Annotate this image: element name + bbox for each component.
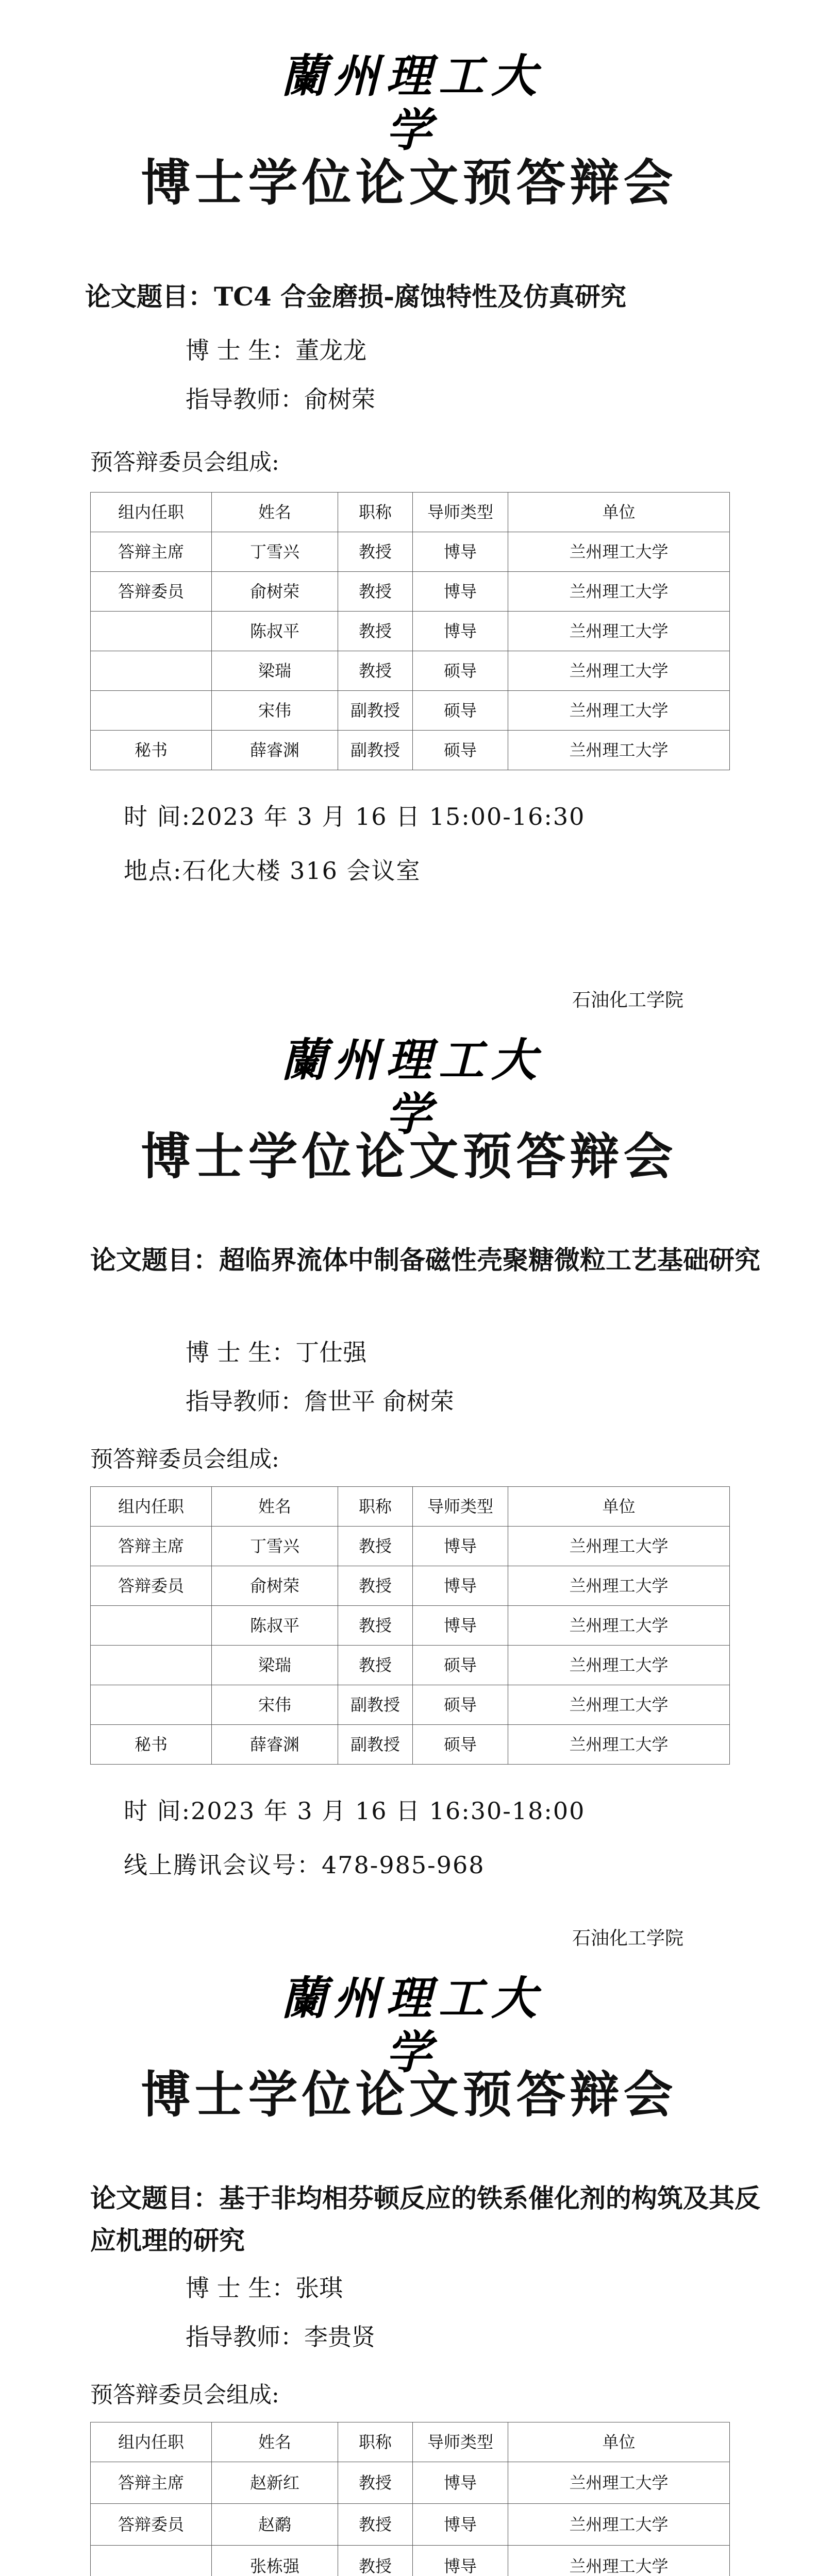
committee-title: 预答辩委员会组成:	[90, 449, 279, 476]
cell: 博导	[413, 612, 508, 651]
table-row	[91, 651, 730, 691]
place-label: 地点:	[124, 857, 182, 885]
cell: 博导	[413, 572, 508, 612]
cell: 兰州理工大学	[508, 532, 730, 572]
cell: 秘书	[91, 731, 212, 770]
student-name: 董龙龙	[295, 336, 367, 364]
topic-label: 论文题目：	[85, 281, 214, 312]
student-label: 博 士 生：	[186, 1338, 296, 1366]
student-name: 丁仕强	[295, 1338, 367, 1366]
cell: 兰州理工大学	[508, 612, 730, 651]
place-line	[124, 855, 421, 886]
cell: 秘书	[91, 1725, 212, 1765]
topic-text: TC4 合金磨损-腐蚀特性及仿真研究	[214, 281, 626, 312]
cell: 博导	[413, 1606, 508, 1646]
cell: 宋伟	[212, 691, 338, 731]
cell: 教授	[338, 2462, 413, 2504]
table-row	[91, 1685, 730, 1725]
table-row	[91, 1566, 730, 1606]
table-row	[91, 2546, 730, 2576]
student-line	[186, 1337, 366, 1368]
cell: 教授	[338, 1566, 413, 1606]
header-affiliation: 单位	[508, 2422, 730, 2462]
table-header-row	[91, 1487, 730, 1527]
cell: 教授	[338, 1606, 413, 1646]
cell: 陈叔平	[212, 1606, 338, 1646]
thesis-topic	[85, 276, 755, 318]
cell: 教授	[338, 572, 413, 612]
advisor-label: 指导教师：	[186, 1387, 304, 1415]
cell	[91, 1685, 212, 1725]
cell: 宋伟	[212, 1685, 338, 1725]
place-value: 石化大楼 316 会议室	[182, 857, 421, 885]
university-logo: 蘭州理工大学	[280, 1971, 544, 2079]
cell: 答辩主席	[91, 532, 212, 572]
cell: 兰州理工大学	[508, 572, 730, 612]
cell: 硕导	[413, 691, 508, 731]
advisor-names: 俞树荣	[304, 385, 375, 413]
online-meeting-label: 线上腾讯会议号：	[124, 1851, 322, 1879]
header-role: 组内任职	[91, 493, 212, 532]
header-title: 职称	[338, 1487, 413, 1527]
committee-table	[90, 492, 730, 770]
cell: 兰州理工大学	[508, 691, 730, 731]
cell: 兰州理工大学	[508, 1646, 730, 1685]
cell: 博导	[413, 2504, 508, 2546]
cell: 硕导	[413, 1646, 508, 1685]
cell: 答辩主席	[91, 1527, 212, 1566]
time-line	[124, 1795, 585, 1826]
cell	[91, 1646, 212, 1685]
cell: 兰州理工大学	[508, 1566, 730, 1606]
table-row	[91, 612, 730, 651]
cell: 俞树荣	[212, 572, 338, 612]
cell: 张栋强	[212, 2546, 338, 2576]
topic-text: 超临界流体中制备磁性壳聚糖微粒工艺基础研究	[219, 1245, 760, 1275]
advisor-names: 詹世平 俞树荣	[304, 1387, 454, 1415]
header-title: 职称	[338, 493, 413, 532]
committee-table	[90, 2422, 730, 2576]
header-affiliation: 单位	[508, 493, 730, 532]
cell: 兰州理工大学	[508, 651, 730, 691]
cell: 副教授	[338, 1725, 413, 1765]
advisor-line	[186, 2321, 375, 2352]
table-row	[91, 1646, 730, 1685]
student-line	[186, 335, 366, 366]
school-name: 石油化工学院	[572, 1928, 684, 1949]
cell: 博导	[413, 1527, 508, 1566]
advisor-line	[186, 384, 375, 415]
cell: 硕导	[413, 731, 508, 770]
committee-title: 预答辩委员会组成:	[90, 1446, 279, 1472]
cell: 兰州理工大学	[508, 2504, 730, 2546]
cell	[91, 612, 212, 651]
header-supervisor-type: 导师类型	[413, 493, 508, 532]
cell: 丁雪兴	[212, 1527, 338, 1566]
cell: 兰州理工大学	[508, 2546, 730, 2576]
header-role: 组内任职	[91, 1487, 212, 1527]
cell: 薛睿渊	[212, 1725, 338, 1765]
cell: 教授	[338, 2504, 413, 2546]
table-row	[91, 1725, 730, 1765]
topic-text: 基于非均相芬顿反应的铁系催化剂的构筑及其反应机理的研究	[90, 2183, 760, 2256]
table-row	[91, 731, 730, 770]
header-role: 组内任职	[91, 2422, 212, 2462]
cell	[91, 1606, 212, 1646]
cell: 兰州理工大学	[508, 1606, 730, 1646]
table-row	[91, 1527, 730, 1566]
cell: 副教授	[338, 691, 413, 731]
cell: 答辩委员	[91, 572, 212, 612]
advisor-label: 指导教师：	[186, 385, 304, 413]
time-line	[124, 801, 585, 832]
cell	[91, 2546, 212, 2576]
cell: 赵新红	[212, 2462, 338, 2504]
table-row	[91, 1606, 730, 1646]
time-label: 时 间:	[124, 803, 191, 831]
online-meeting-line	[124, 1850, 485, 1880]
header-supervisor-type: 导师类型	[413, 2422, 508, 2462]
cell: 教授	[338, 612, 413, 651]
time-label: 时 间:	[124, 1797, 191, 1825]
thesis-topic	[90, 1239, 760, 1281]
header-name: 姓名	[212, 2422, 338, 2462]
cell: 兰州理工大学	[508, 1685, 730, 1725]
header-supervisor-type: 导师类型	[413, 1487, 508, 1527]
cell: 兰州理工大学	[508, 1725, 730, 1765]
cell: 博导	[413, 532, 508, 572]
committee-title: 预答辩委员会组成:	[90, 2382, 279, 2408]
advisor-line	[186, 1386, 454, 1417]
student-name: 张琪	[295, 2274, 343, 2302]
thesis-topic	[90, 2177, 760, 2262]
header-name: 姓名	[212, 1487, 338, 1527]
cell	[91, 651, 212, 691]
time-value: 2023 年 3 月 16 日 16:30-18:00	[191, 1797, 586, 1825]
table-header-row	[91, 2422, 730, 2462]
header-title: 职称	[338, 2422, 413, 2462]
header-affiliation: 单位	[508, 1487, 730, 1527]
cell: 硕导	[413, 651, 508, 691]
table-row	[91, 572, 730, 612]
cell: 副教授	[338, 731, 413, 770]
cell: 硕导	[413, 1725, 508, 1765]
table-row	[91, 691, 730, 731]
notice-title: 博士学位论文预答辩会	[141, 154, 677, 212]
cell: 薛睿渊	[212, 731, 338, 770]
cell: 教授	[338, 1646, 413, 1685]
cell: 赵鹬	[212, 2504, 338, 2546]
cell: 兰州理工大学	[508, 1527, 730, 1566]
cell: 陈叔平	[212, 612, 338, 651]
cell: 兰州理工大学	[508, 2462, 730, 2504]
cell: 教授	[338, 651, 413, 691]
notice-title: 博士学位论文预答辩会	[141, 1127, 677, 1185]
table-row	[91, 2504, 730, 2546]
cell: 硕导	[413, 1685, 508, 1725]
university-logo: 蘭州理工大学	[280, 1033, 544, 1141]
cell: 教授	[338, 1527, 413, 1566]
cell	[91, 691, 212, 731]
topic-label: 论文题目：	[90, 2183, 219, 2213]
cell: 教授	[338, 532, 413, 572]
university-logo: 蘭州理工大学	[280, 49, 544, 157]
student-line	[186, 2273, 343, 2303]
cell: 博导	[413, 2462, 508, 2504]
cell: 副教授	[338, 1685, 413, 1725]
student-label: 博 士 生：	[186, 336, 296, 364]
cell: 博导	[413, 2546, 508, 2576]
header-name: 姓名	[212, 493, 338, 532]
student-label: 博 士 生：	[186, 2274, 296, 2302]
cell: 梁瑞	[212, 651, 338, 691]
notice-title: 博士学位论文预答辩会	[141, 2065, 677, 2124]
cell: 丁雪兴	[212, 532, 338, 572]
school-name: 石油化工学院	[572, 990, 684, 1011]
table-row	[91, 532, 730, 572]
cell: 博导	[413, 1566, 508, 1606]
topic-label: 论文题目：	[90, 1245, 219, 1275]
time-value: 2023 年 3 月 16 日 15:00-16:30	[191, 803, 586, 831]
cell: 梁瑞	[212, 1646, 338, 1685]
online-meeting-id: 478-985-968	[322, 1851, 485, 1879]
cell: 答辩主席	[91, 2462, 212, 2504]
cell: 俞树荣	[212, 1566, 338, 1606]
cell: 兰州理工大学	[508, 731, 730, 770]
cell: 教授	[338, 2546, 413, 2576]
cell: 答辩委员	[91, 1566, 212, 1606]
advisor-label: 指导教师：	[186, 2323, 304, 2351]
table-row	[91, 2462, 730, 2504]
table-header-row	[91, 493, 730, 532]
advisor-names: 李贵贤	[304, 2323, 375, 2351]
committee-table	[90, 1486, 730, 1765]
cell: 答辩委员	[91, 2504, 212, 2546]
